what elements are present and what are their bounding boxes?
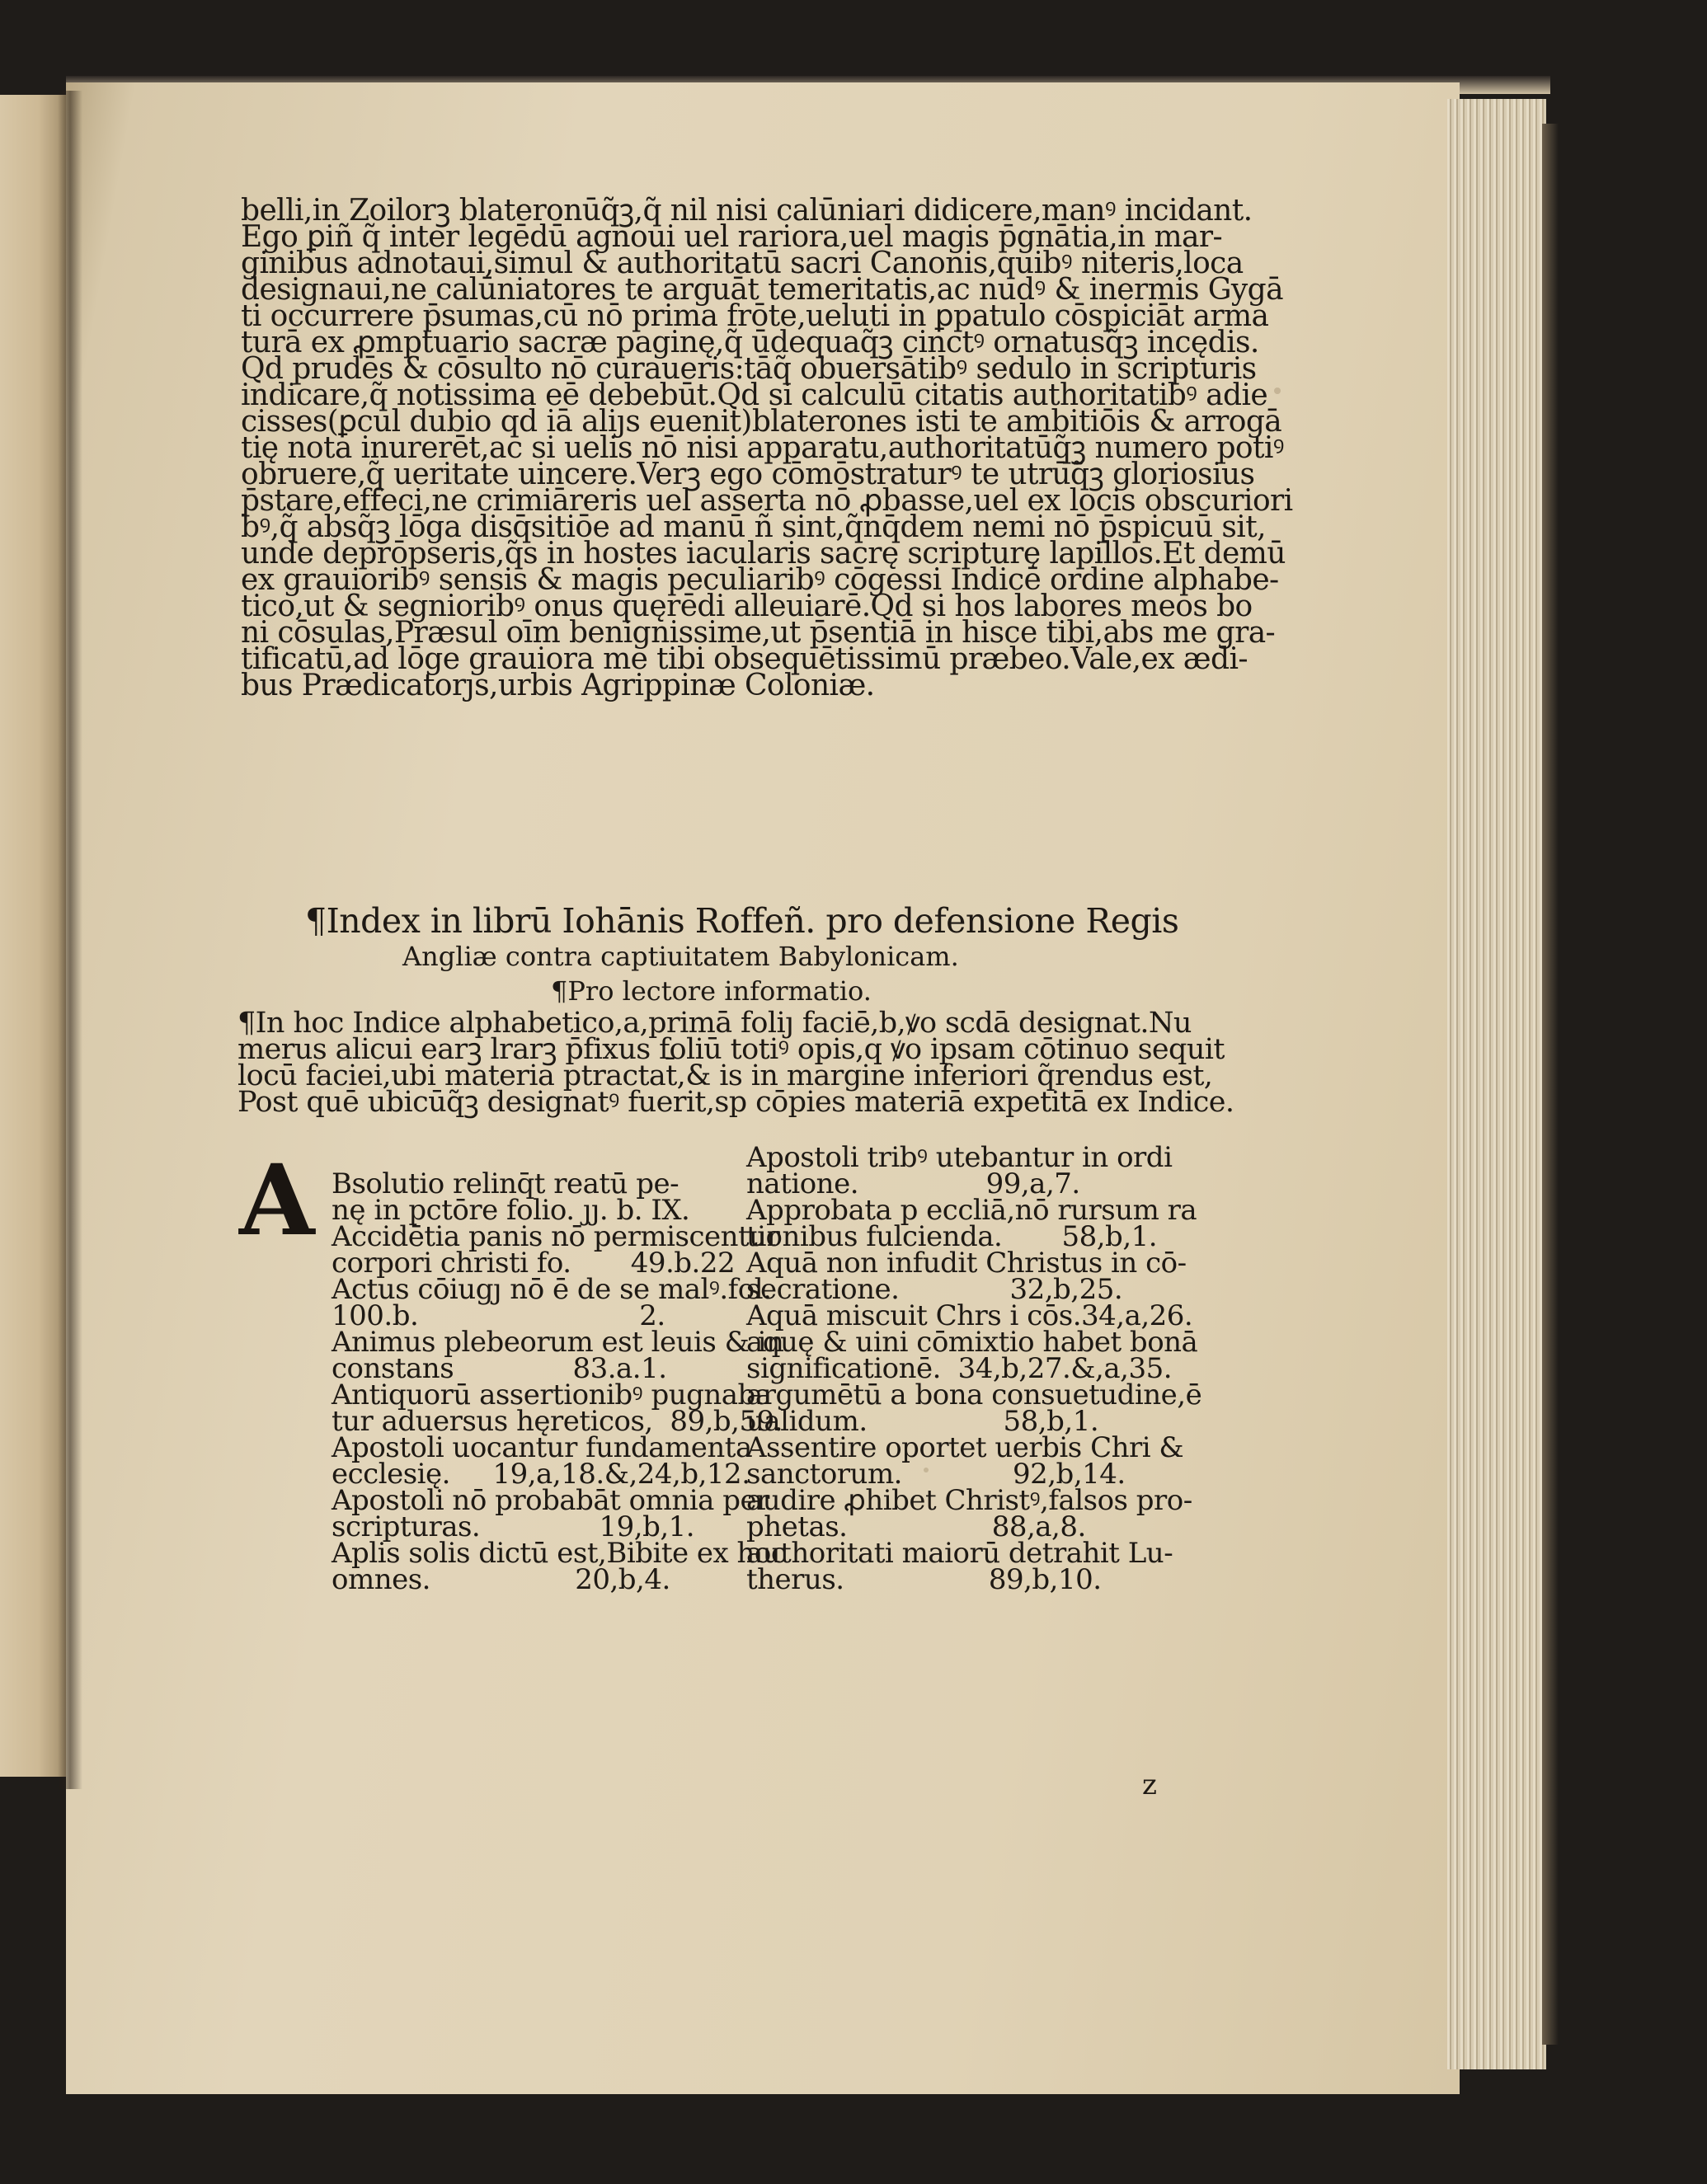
index-heading: ¶Index in librū Iohānis Roffeñ. pro defensione Regis	[305, 901, 1179, 941]
catchword: z	[1142, 1768, 1157, 1801]
page-stack-edge	[1447, 99, 1546, 2069]
text-line: ginibus adnotaui,simul & authoritatū sacri Canonis,quibꝰ niteris,loca	[241, 247, 1244, 280]
index-entry-line: corpori christi fo. 49.b.22	[332, 1247, 736, 1280]
index-entry-line: Antiquorū assertionibꝰ pugnaba	[332, 1379, 772, 1411]
index-subheading: Angliæ contra captiuitatem Babylonicam.	[402, 941, 959, 972]
text-line: indicare,q̃ notissima eē debebūt.Qd si calculū citatis authoritatibꝰ adie	[241, 378, 1268, 412]
index-entry-line: scripturas. 19,b,1.	[332, 1510, 695, 1543]
index-entry-line: significationē. 34,b,27.&,a,35.	[746, 1352, 1173, 1385]
index-entry-line: constans 83.a.1.	[332, 1352, 667, 1385]
index-entry-line: tur aduersus hęreticos, 89,b,59.	[332, 1405, 783, 1438]
index-intro-text	[237, 1007, 1234, 1119]
index-entry-line: Aplis solis dictū est,Bibite ex hoc	[332, 1537, 787, 1570]
index-entry-line: 100.b. 2.	[332, 1299, 665, 1332]
text-line: tię nota inurerēt,ac si uelis nō nisi apparatu,authoritatūq̃ꝫ numero potiꝰ	[241, 431, 1284, 465]
text-line: ex grauioribꝰ sensis & magis peculiaribꝰ cōgessi Indicē ordine alphabe-	[241, 563, 1279, 597]
index-entry-line: aquę & uini cōmixtio habet bonā	[746, 1326, 1198, 1359]
text-line: designaui,ne calūniatores te arguāt temeritatis,ac nudꝰ & inermis Gygā	[241, 273, 1283, 307]
index-entry-line: argumētū a bona consuetudine,ē	[746, 1379, 1202, 1411]
index-entry-line: Actus cōiugȷ nō ē de se malꝰ.fol.	[332, 1273, 772, 1306]
text-line: tificatū,ad lōge grauiora me tibi obsequētissimū præbeo.Vale,ex ædi-	[241, 642, 1248, 676]
index-entry-line: secratione. 32,b,25.	[746, 1273, 1123, 1306]
page-stack-shadow	[1542, 124, 1559, 2045]
text-line: bus Prædicatorȷs,urbis Agrippinæ Coloniæ.	[241, 669, 875, 702]
index-entry-line: Assentire oportet uerbis Chri &	[746, 1431, 1184, 1464]
index-entry-line: Accidētia panis nō permiscentur	[332, 1220, 780, 1253]
index-entry-line: sanctorum. 92,b,14.	[746, 1458, 1126, 1491]
index-entry-line: audire ꝓhibet Christꝰ,falsos pro-	[746, 1484, 1192, 1517]
text-line: unde deprōpseris,q̃s in hostes iacularis sacrę scripturę lapillos.Et demū	[241, 537, 1286, 571]
text-line: ti occurrere p̄sumas,cū nō prima frōte,ueluti in ꝑpatulo cōspiciāt arma	[241, 299, 1269, 333]
index-entry-line: Animus plebeorum est leuis & in	[332, 1326, 784, 1359]
index-entry-line: ecclesię. 19,a,18.&,24,b,12.	[332, 1458, 750, 1491]
text-line: Post quē ubicūq̃ꝫ designatꝰ fuerit,sp cōpies materiā expetitā ex Indice.	[237, 1086, 1234, 1119]
index-entry-line: Aquā miscuit Chrs i cōs.34,a,26.	[746, 1299, 1193, 1332]
text-line: Ego ꝑiñ q̃ inter legēdū agnoui uel rariora,uel magis p̄gnātia,in mar-	[241, 220, 1223, 254]
text-line: merus alicui earꝫ lrarꝫ p̄fixus foliū totiꝰ opis,q ꝟo ipsam cōtinuo sequit	[237, 1033, 1225, 1066]
index-entry-line: nę in pctōre folio. ȷȷ. b. IX.	[332, 1194, 690, 1227]
text-line: belli,in Zoilorꝫ blateronūq̃ꝫ,q̃ nil nisi calūniari didicere,manꝰ incidant.	[241, 194, 1253, 228]
index-entry-line: tionibus fulcienda. 58,b,1.	[746, 1220, 1158, 1253]
index-entry-line: Apostoli uocantur fundamenta	[332, 1431, 752, 1464]
text-line: p̄stare,effeci,ne crimiāreris uel asserta nō ꝓbasse,uel ex locis obscuriori	[241, 484, 1293, 518]
index-left-column	[332, 1167, 787, 1596]
index-entry-line: therus. 89,b,10.	[746, 1563, 1102, 1596]
index-entry-line: authoritati maiorū detrahit Lu-	[746, 1537, 1173, 1570]
index-entry-line: natione. 99,a,7.	[746, 1167, 1080, 1200]
initial-capital: A	[239, 1143, 315, 1257]
index-entry-line: Approbata p eccliā,nō rursum ra	[746, 1194, 1197, 1227]
text-line: Qd prudēs & cōsulto nō curaueris:tāq̃ obuersātibꝰ sedulo in scripturis	[241, 352, 1257, 386]
index-right-column	[746, 1141, 1202, 1596]
text-line: tico,ut & segnioribꝰ onus quęrēdi alleuiarē.Qd si hos labores meos bo	[241, 589, 1253, 623]
text-line: ¶In hoc Indice alphabetico,a,primā foliȷ faciē,b,ꝟo scdā designat.Nu	[237, 1007, 1192, 1040]
reader-note-heading: ¶Pro lectore informatio.	[551, 975, 872, 1007]
text-line: locū faciei,ubi materia ptractat̄,& is in margine inferiori q̃rendus est,	[237, 1059, 1213, 1092]
index-entry-line: omnes. 20,b,4.	[332, 1563, 670, 1596]
text-line: turā ex ꝓmptuario sacræ paginę,q̃ ūdequaq̃ꝫ cinctꝰ ornatusq̃ꝫ incędis.	[241, 326, 1259, 359]
letter-body-text	[241, 194, 1293, 702]
book-gutter	[58, 91, 82, 1789]
index-entry-line: Apostoli tribꝰ utebantur in ordi	[746, 1141, 1173, 1174]
text-line: cisses(ꝑcul dubio qd iā aliȷs euenit)blaterones isti te ambitiōis & arrogā	[241, 405, 1282, 439]
index-entry-line: Apostoli nō probabāt omnia per	[332, 1484, 769, 1517]
index-entry-line: Bsolutio relinq̄t reatū pe-	[332, 1167, 680, 1200]
index-entry-line: ualidum. 58,b,1.	[746, 1405, 1099, 1438]
text-line: ni cōsulas,Præsul oīm benignissime,ut p̄sentiā in hisce tibi,abs me gra-	[241, 616, 1276, 650]
index-entry-line: Aquā non infudit Christus in cō-	[746, 1247, 1187, 1280]
text-line: obruere,q̃ ueritate uincere.Verꝫ ego cōmōstraturꝰ te utrūq̃ꝫ gloriosius	[241, 458, 1255, 491]
text-line: bꝰ,q̃ absq̃ꝫ lōga disq̄sitiōe ad manū ñ sint,q̃nq̄dem nemi nō p̄spicuū sit,	[241, 510, 1266, 544]
index-entry-line: phetas. 88,a,8.	[746, 1510, 1086, 1543]
